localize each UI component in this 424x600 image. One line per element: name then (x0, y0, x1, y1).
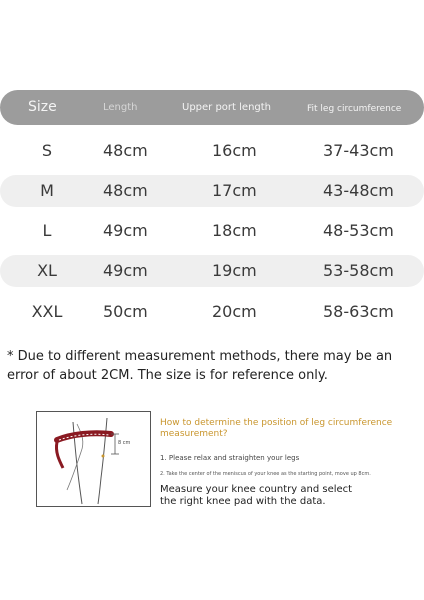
measurement-guide (160, 418, 422, 507)
header-size: Size (28, 99, 57, 115)
table-header (0, 90, 424, 125)
guide-title: How to determine the position of leg circumference measurement? (160, 418, 393, 439)
cell-fit-leg: 53-58cm (323, 261, 394, 280)
cell-length: 48cm (103, 141, 148, 160)
cell-upper-port: 18cm (212, 221, 257, 240)
disclaimer-note: * Due to different measurement methods, there may be an error of about 2CM. The size is for reference only. (7, 349, 393, 383)
cell-size: XL (37, 261, 57, 280)
cell-length: 48cm (103, 181, 148, 200)
cell-size: L (42, 221, 52, 240)
cell-fit-leg: 43-48cm (323, 181, 394, 200)
leg-illustration (37, 412, 150, 506)
table-row (0, 255, 424, 287)
guide-step-1: 1. Please relax and straighten your legs (160, 454, 300, 462)
header-fit-leg-circumference: Fit leg circumference (307, 104, 402, 114)
cell-fit-leg: 37-43cm (323, 141, 394, 160)
table-row (0, 215, 424, 247)
table-row (0, 296, 424, 328)
cell-length: 50cm (103, 302, 148, 321)
guide-body: Measure your knee country and select the right knee pad with the data. (160, 484, 353, 507)
guide-step-2: 2. Take the center of the meniscus of your knee as the starting point, move up 8cm. (160, 471, 371, 477)
cell-upper-port: 19cm (212, 261, 257, 280)
cell-size: XXL (31, 302, 63, 321)
cell-length: 49cm (103, 261, 148, 280)
cell-size: S (41, 141, 53, 160)
cell-fit-leg: 48-53cm (323, 221, 394, 240)
cell-size: M (40, 181, 54, 200)
header-upper-port-length: Upper port length (182, 102, 272, 113)
cell-upper-port: 16cm (212, 141, 257, 160)
cell-upper-port: 17cm (212, 181, 257, 200)
cell-length: 49cm (103, 221, 148, 240)
table-row (0, 175, 424, 207)
table-row (0, 135, 424, 167)
measure-label: 8 cm (118, 440, 131, 446)
header-length: Length (103, 102, 138, 113)
cell-fit-leg: 58-63cm (323, 302, 394, 321)
cell-upper-port: 20cm (212, 302, 257, 321)
knee-measurement-diagram (36, 411, 151, 507)
